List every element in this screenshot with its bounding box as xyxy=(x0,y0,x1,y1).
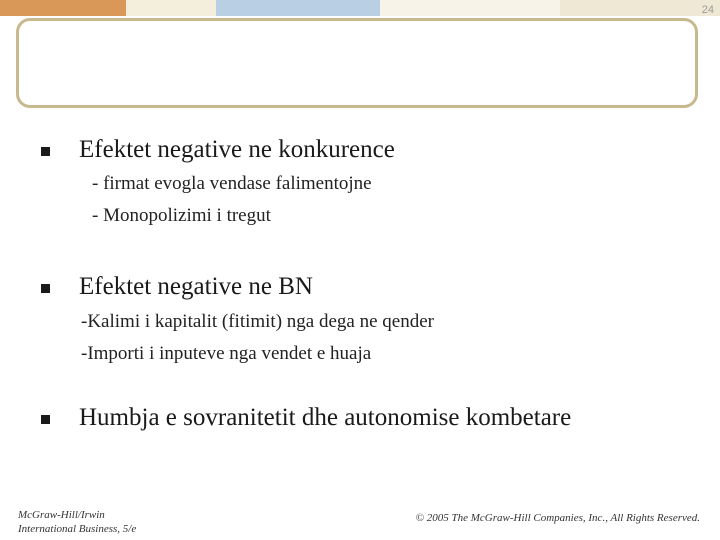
footer-publisher xyxy=(18,508,136,536)
top-bar-segment-tan xyxy=(560,0,720,16)
sub-item: -Importi i inputeve nga vendet e huaja xyxy=(81,343,372,364)
footer-book-title: International Business, 5/e xyxy=(18,523,137,535)
title-placeholder-box xyxy=(16,18,698,108)
top-decorative-bar xyxy=(0,0,720,16)
bullet-heading: Efektet negative ne konkurence xyxy=(79,136,395,163)
bullet-heading: Humbja e sovranitetit dhe autonomise kombetare xyxy=(79,404,572,431)
page-number: 24 xyxy=(701,4,714,16)
sub-item: - firmat evogla vendase falimentojne xyxy=(92,173,372,194)
sub-item: -Kalimi i kapitalit (fitimit) nga dega ne qender xyxy=(81,311,434,332)
top-bar-segment-blue xyxy=(216,0,380,16)
bullet-square-icon xyxy=(41,284,50,293)
footer-publisher-line: McGraw-Hill/Irwin xyxy=(18,509,105,521)
bullet-square-icon xyxy=(41,147,50,156)
top-bar-segment-light xyxy=(380,0,560,16)
bullet-heading: Efektet negative ne BN xyxy=(79,273,313,300)
bullet-square-icon xyxy=(41,415,50,424)
top-bar-segment-orange xyxy=(0,0,126,16)
top-bar-segment-cream xyxy=(126,0,216,16)
footer-copyright: © 2005 The McGraw-Hill Companies, Inc., All Rights Reserved. xyxy=(415,512,700,524)
sub-item: - Monopolizimi i tregut xyxy=(92,205,271,226)
